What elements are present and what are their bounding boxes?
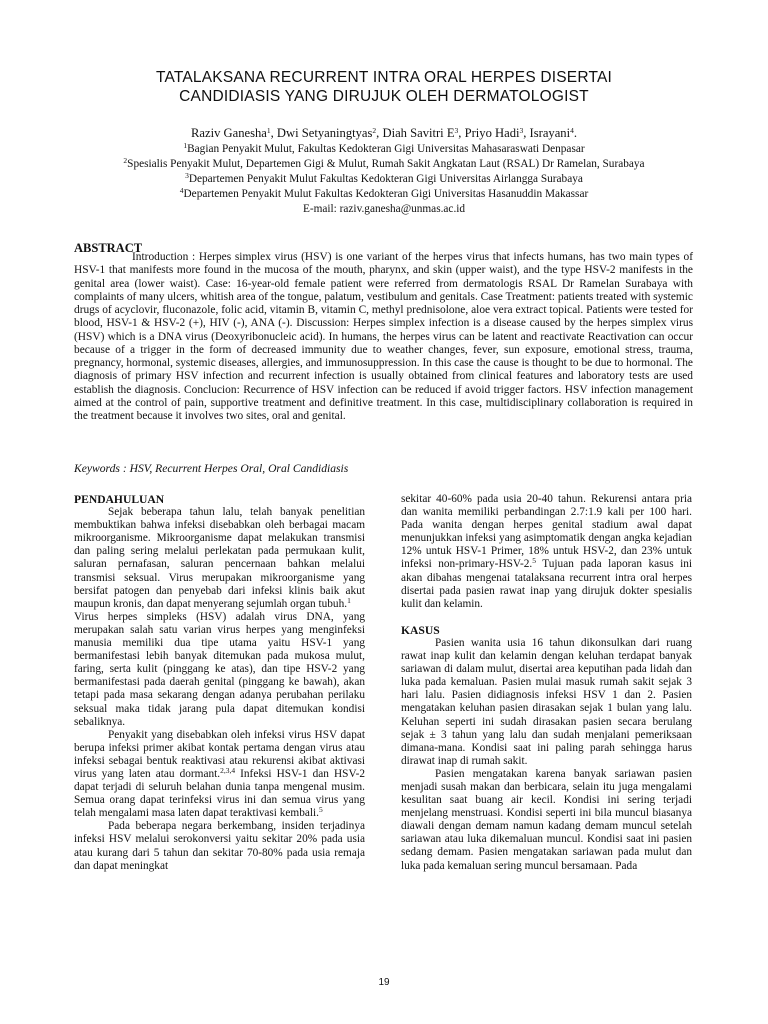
affiliation-text: Bagian Penyakit Mulut, Fakultas Kedokteran Gigi Universitas Mahasaraswati Denpasar [187, 143, 585, 155]
section-heading-kasus: KASUS [401, 623, 440, 637]
author-name: Dwi Setyaningtyas [276, 126, 373, 140]
affiliation-item [60, 172, 708, 187]
right-column [401, 493, 692, 873]
author-separator: . [573, 126, 578, 140]
affiliation-text: Departemen Penyakit Mulut Fakultas Kedokteran Gigi Universitas Hasanuddin Makassar [183, 188, 589, 201]
author-list [60, 126, 708, 141]
author-separator: , [376, 126, 383, 140]
paragraph-text: Tujuan pada laporan kasus ini akan dibahas mengenai tatalaksana recurrent intra oral herpes disertai pada pasien rawat inap yang dirujuk dokter spesialis kulit dan kelamin. [401, 558, 692, 610]
paragraph-text: sekitar 40-60% pada usia 20-40 tahun. Rekurensi antara pria dan wanita memiliki perbandingan 2.7:1.9 kali per 100 hari. Pada wanita dengan herpes genital stadium awal dapat menunjukkan infeksi yang asimptomatik dengan angka kejadian 12% untuk HSV-1 Primer, 18% untuk HSV-2, dan 23% untuk infeksi non-primary-HSV-2. [401, 493, 692, 571]
affiliation-mark: 4 [179, 186, 184, 196]
paper-title [80, 68, 688, 106]
author-name: Israyani [529, 126, 571, 140]
title-line-1: TATALAKSANA RECURRENT INTRA ORAL HERPES DISERTAI [155, 69, 613, 86]
affiliation-mark: 1 [183, 141, 188, 150]
citation-mark: 2,3,4 [220, 765, 236, 775]
author-separator: , [523, 126, 530, 140]
author-affiliation-mark: 3 [519, 126, 524, 135]
affiliation-item [60, 142, 708, 157]
abstract-heading: ABSTRACT [74, 241, 143, 255]
keywords-line: Keywords : HSV, Recurrent Herpes Oral, Oral Candidiasis [74, 462, 349, 475]
title-line-2: CANDIDIASIS YANG DIRUJUK OLEH DERMATOLOGIST [179, 88, 589, 105]
affiliation-text: Spesialis Penyakit Mulut, Departemen Gigi & Mulut, Rumah Sakit Angkatan Laut (RSAL) Dr Ramelan, Surabaya [127, 158, 645, 171]
citation-mark: 5 [532, 556, 536, 566]
paragraph-text: Infeksi HSV-1 dan HSV-2 dapat terjadi di seluruh belahan dunia tanpa mengenal musim. Semua orang dapat terinfeksi virus ini dan semua virus yang telah mengalami masa laten dapat teraktivasi kembali. [74, 767, 365, 820]
affiliation-text: Departemen Penyakit Mulut Fakultas Kedokteran Gigi Universitas Airlangga Surabaya [188, 173, 583, 186]
page-number: 19 [378, 977, 390, 988]
author-name: Diah Savitri E [382, 126, 455, 140]
author-affiliation-mark: 1 [266, 126, 271, 135]
author-name: Raziv Ganesha [190, 126, 267, 140]
citation-mark: 1 [347, 595, 351, 605]
author-affiliation-mark: 2 [372, 126, 377, 135]
paragraph: Pada beberapa negara berkembang, insiden terjadinya infeksi HSV melalui serokonversi yaitu sekitar 20% pada usia atau kurang dari 5 tahun dan sekitar 70-80% pada usia remaja dan dapat meningkat [74, 820, 365, 872]
citation-mark: 5 [319, 805, 323, 815]
abstract-body: Introduction : Herpes simplex virus (HSV) is one variant of the herpes virus that infects humans, has two main types of HSV-1 that manifests more found in the mucosa of the mouth, pharynx, and skin (upper waist), and the type HSV-2 manifests in the genital area (lower waist). Case: 16-year-old female patient were referred from dermatologis RSAL Dr Ramelan Surabaya with complaints of many ulcers, whitish area of the tongue, palatum, vestibulum and genitals. Case Treatment: patients treated with systemic drugs of acyclovir, fluconazole, folic acid, vitamin B, vitamin C, methyl prednisolone, aloe vera extract topical. Patients were tested for blood, HSV-1 & HSV-2 (+), HIV (-), ANA (-). Discussion: Herpes simplex infection is a disease caused by the herpes simplex virus (HSV) which is a DNA virus (Deoxyribonucleic acid). In humans, the herpes virus can be latent and reactivate Reactivation can occur because of a trigger in the form of decreased immunity due to weather changes, fever, sun exposure, emotional stress, trauma, pregnancy, hormonal, systemic diseases, allergies, and immunosuppression. In this case the cause is thought to be due to hormonal. The diagnosis of primary HSV infection and recurrent infection is usually obtained from clinical features and laboratory tests are used establish the diagnosis. Conclucion: Recurrence of HSV infection can be reduced if avoid trigger factors. HSV infection management aimed at the control of pain, supportive treatment and definitive treatment. In this case, multidisciplinary collaboration is required in the treatment because it involves two sites, oral and genital. [74, 251, 693, 422]
left-column [74, 493, 365, 873]
author-name: Priyo Hadi [464, 126, 520, 140]
author-separator: , [270, 126, 277, 140]
affiliation-item [60, 157, 708, 172]
paragraph: Pasien wanita usia 16 tahun dikonsulkan dari ruang rawat inap kulit dan kelamin dengan keluhan terdapat banyak sariawan di dalam mulut, disertai area keputihan pada lidah dan luka pada kemaluan. Pasien mulai masuk rumah sakit sejak 3 hari lalu. Pasien didiagnosis infeksi HSV 1 dan 2. Pasien mengatakan keluhan pasien dirasakan sejak 1 bulan yang lalu. Keluhan seperti ini sudah dirasakan pasien secara berulang sejak ± 3 tahun yang lalu dan sudah menjalani pemeriksaan dimana-mana. Kondisi saat ini paling parah sehingga harus dirawat inap di rumah sakit. [401, 636, 692, 767]
section-gap [401, 611, 692, 624]
author-affiliation-mark: 4 [570, 126, 574, 135]
paragraph-text: Sejak beberapa tahun lalu, telah banyak penelitian membuktikan bahwa infeksi disebabkan oleh berbagai macam mikroorganisme. Mikroorganisme dapat melakukan transmisi dan paling sering melalui perlekatan pada permukaan kulit, saluran pernafasan, saluran pencernaan bahkan melalui transmisi seksual. Virus merupakan mikroorganisme yang bersifat patogen dan penyebab dari infeksi klinis baik akut maupun kronis, dan dapat menyerang sejumlah organ tubuh. [74, 506, 365, 610]
affiliation-mark: 3 [185, 171, 189, 181]
paragraph-text: Penyakit yang disebabkan oleh infeksi virus HSV dapat berupa infeksi primer akibat kontak pertama dengan virus atau infeksi sebagai bentuk reaktivasi atau rekurensi akibat aktivasi virus yang laten atau dormant. [74, 728, 365, 780]
affiliation-list [60, 142, 708, 217]
paragraph [74, 506, 365, 611]
paragraph [74, 729, 365, 821]
paragraph [401, 493, 692, 611]
paragraph: Pasien mengatakan karena banyak sariawan pasien menjadi susah makan dan berbicara, selain itu juga mengalami kesulitan saat buang air kecil. Kondisi ini sering terjadi menjelang menstruasi. Kondisi seperti ini bila muncul biasanya diawali dengan demam namun kadang demam muncul setelah sariawan atau luka dikemaluan muncul. Kondisi saat ini pasien sedang demam. Pasien mengatakan sariawan pada mulut dan luka pada kemaluan sering muncul bersamaan. Pada [401, 767, 692, 872]
contact-email: E-mail: raziv.ganesha@unmas.ac.id [302, 203, 466, 216]
paragraph: Virus herpes simpleks (HSV) adalah virus DNA, yang merupakan salah satu varian virus herpes yang menginfeksi manusia memiliki dua tipe utama yaitu HSV-1 yang bermanifestasi lebih banyak ditemukan pada mukosa mulut, faring, serta kulit (pinggang ke atas), dan tipe HSV-2 yang bermanifestasi pada daerah genital (pinggang ke bawah), akan tetapi pada masa sekarang dengan adanya perubahan perilaku seksual maka tidak jarang pula dapat ditemukan kondisi sebaliknya. [74, 610, 365, 728]
author-affiliation-mark: 3 [454, 126, 459, 135]
affiliation-item [60, 187, 708, 202]
affiliation-mark: 2 [123, 156, 128, 166]
author-separator: , [458, 126, 465, 140]
section-heading-pendahuluan: PENDAHULUAN [74, 493, 165, 506]
